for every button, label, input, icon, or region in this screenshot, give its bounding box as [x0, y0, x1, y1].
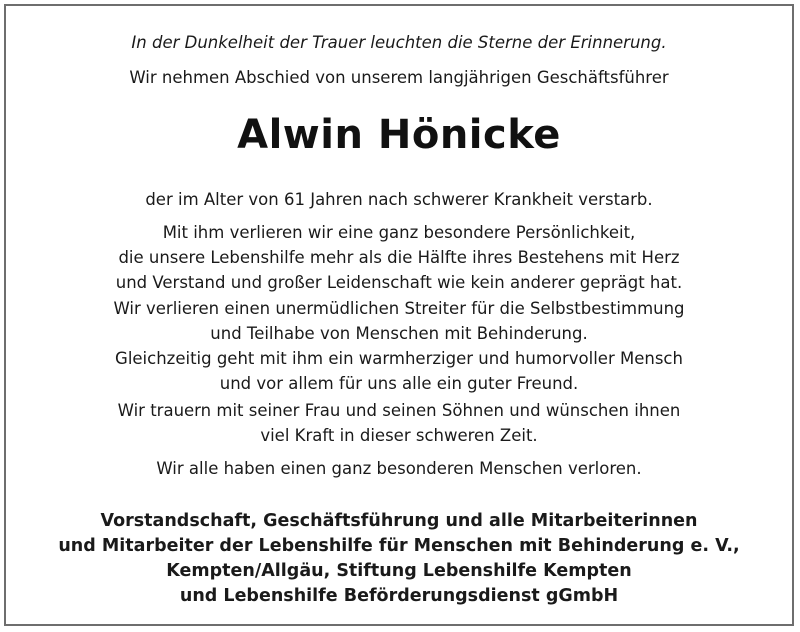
signer-line: Kempten/Allgäu, Stiftung Lebenshilfe Kempten [166, 561, 632, 581]
paragraph-line: der im Alter von 61 Jahren nach schwerer Krankheit verstarb. [145, 190, 653, 209]
signer-line: und Mitarbeiter der Lebenshilfe für Menschen mit Behinderung e. V., [58, 536, 740, 556]
paragraph-line: und vor allem für uns alle ein guter Freund. [219, 374, 579, 393]
deceased-name: Alwin Hönicke [237, 112, 561, 158]
paragraph [6, 456, 792, 481]
intro-text: Wir nehmen Abschied von unserem langjährigen Geschäftsführer [129, 68, 669, 87]
paragraph-line: Mit ihm verlieren wir eine ganz besondere Persönlichkeit, [162, 223, 636, 242]
paragraph-line: Wir verlieren einen unermüdlichen Streiter für die Selbstbestimmung [113, 299, 685, 318]
motto: In der Dunkelheit der Trauer leuchten die Sterne der Erinnerung. [131, 33, 667, 52]
paragraph [6, 398, 792, 448]
paragraph-line: und Teilhabe von Menschen mit Behinderung. [210, 324, 588, 343]
paragraph [6, 187, 792, 212]
paragraph-line: Gleichzeitig geht mit ihm ein warmherziger und humorvoller Mensch [115, 349, 683, 368]
paragraph-line: die unsere Lebenshilfe mehr als die Hälfte ihres Bestehens mit Herz [118, 248, 680, 267]
paragraph-line: Wir alle haben einen ganz besonderen Menschen verloren. [156, 459, 642, 478]
obituary-notice [4, 4, 794, 626]
signers-block [6, 509, 792, 609]
paragraph-line: Wir trauern mit seiner Frau und seinen Söhnen und wünschen ihnen [117, 401, 681, 420]
signer-line: und Lebenshilfe Beförderungsdienst gGmbH [179, 586, 619, 606]
paragraph [6, 220, 792, 295]
paragraph-line: und Verstand und großer Leidenschaft wie kein anderer geprägt hat. [115, 273, 683, 292]
paragraph [6, 296, 792, 396]
paragraph-line: viel Kraft in dieser schweren Zeit. [260, 426, 538, 445]
signer-line: Vorstandschaft, Geschäftsführung und alle Mitarbeiterinnen [100, 511, 698, 531]
